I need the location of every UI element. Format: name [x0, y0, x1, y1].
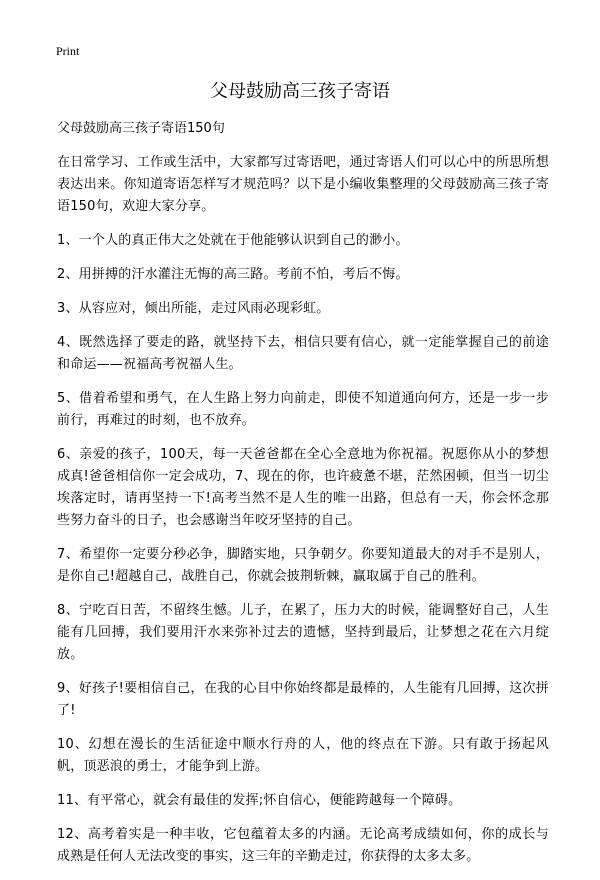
list-item: 8、宁吃百日苦，不留终生憾。儿子，在累了，压力大的时候，能调整好自己，人生能有几回搏，我们要用汗水来弥补过去的遗憾，坚持到最后，让梦想之花在六月绽放。 [57, 603, 549, 662]
list-item: 9、好孩子!要相信自己，在我的心目中你始终都是最棒的，人生能有几回搏，这次拼了! [57, 681, 549, 718]
list-item: 1、一个人的真正伟大之处就在于他能够认识到自己的渺小。 [57, 233, 409, 248]
list-item: 6、亲爱的孩子，100天，每一天爸爸都在全心全意地为你祝福。祝愿你从小的梦想成真!爸爸相信你一定会成功，7、现在的你，也许疲惫不堪，茫然困顿，但当一切尘埃落定时，请再坚持一下!高考当然不是人生的唯一出路，但总有一天，你会怀念那些努力奋斗的日子，也会感谢当年咬牙坚持的自己。 [57, 447, 549, 528]
list-item: 3、从容应对，倾出所能，走过风雨必现彩虹。 [57, 301, 330, 316]
list-item: 10、幻想在漫长的生活征途中顺水行舟的人，他的终点在下游。只有敢于扬起风帆，顶恶浪的勇士，才能争到上游。 [57, 737, 549, 774]
intro-paragraph: 在日常学习、工作或生活中，大家都写过寄语吧，通过寄语人们可以心中的所思所想表达出来。你知道寄语怎样写才规范吗？以下是小编收集整理的父母鼓励高三孩子寄语150句，欢迎大家分享。 [57, 155, 549, 214]
print-link[interactable]: Print [56, 44, 80, 58]
list-item: 4、既然选择了要走的路，就坚持下去，相信只要有信心，就一定能掌握自己的前途和命运——祝福高考祝福人生。 [57, 335, 549, 372]
document-body [57, 118, 549, 880]
list-item: 7、希望你一定要分秒必争，脚踏实地，只争朝夕。你要知道最大的对手不是别人，是你自己!超越自己，战胜自己，你就会披荆斩棘，赢取属于自己的胜利。 [57, 547, 549, 584]
document-title: 父母鼓励高三孩子寄语 [210, 81, 390, 102]
list-item: 12、高考着实是一种丰收，它包蕴着太多的内涵。无论高考成绩如何，你的成长与成熟是任何人无法改变的事实，这三年的辛勤走过，你获得的太多太多。 [57, 827, 549, 864]
list-item: 5、借着希望和勇气，在人生路上努力向前走，即使不知道通向何方，还是一步一步前行，再难过的时刻，也不放弃。 [57, 391, 549, 428]
list-item: 11、有平常心，就会有最佳的发挥;怀自信心，便能跨越每一个障碍。 [57, 793, 462, 808]
list-item: 2、用拼搏的汗水灌注无悔的高三路。考前不怕，考后不悔。 [57, 267, 409, 282]
document-subtitle: 父母鼓励高三孩子寄语150句 [57, 121, 225, 136]
